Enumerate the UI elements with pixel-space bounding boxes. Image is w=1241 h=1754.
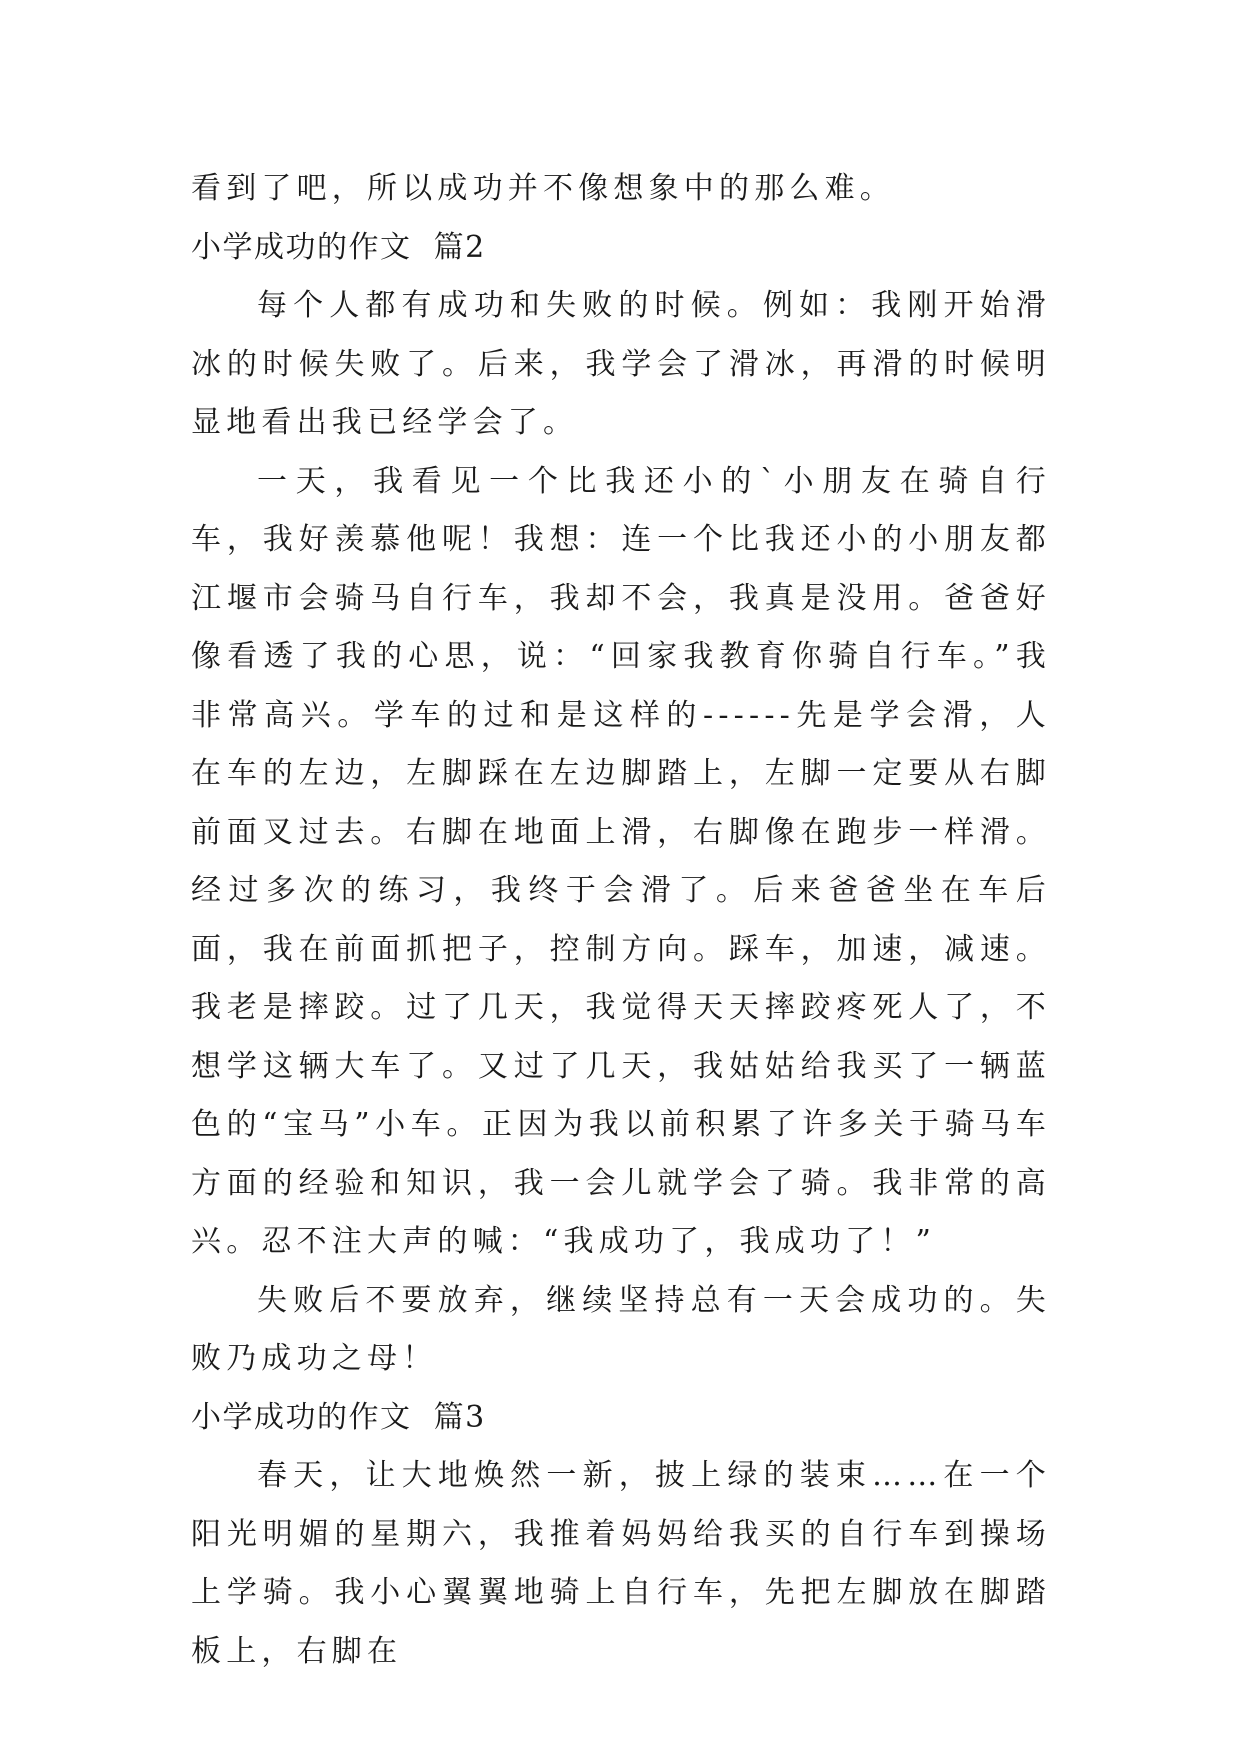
essay-3-heading: 小学成功的作文 篇3: [191, 1399, 486, 1435]
essay-2-paragraph-1: 每个人都有成功和失败的时候。例如：我刚开始滑冰的时候失败了。后来，我学会了滑冰，再滑的时候明显地看出我已经学会了。: [191, 288, 1051, 440]
document-body: [191, 160, 1051, 1681]
essay-2-heading: 小学成功的作文 篇2: [191, 229, 486, 265]
essay-3-paragraph-1: 春天，让大地焕然一新，披上绿的装束……在一个阳光明媚的星期六，我推着妈妈给我买的自行车到操场上学骑。我小心翼翼地骑上自行车，先把左脚放在脚踏板上，右脚在: [191, 1458, 1051, 1669]
essay-2-paragraph-3: 失败后不要放弃，继续坚持总有一天会成功的。失败乃成功之母！: [191, 1282, 1051, 1376]
essay-2-paragraph-2: 一天，我看见一个比我还小的`小朋友在骑自行车，我好羡慕他呢！我想：连一个比我还小的小朋友都江堰市会骑马自行车，我却不会，我真是没用。爸爸好像看透了我的心思，说：“回家我教育你骑自行车。”我非常高兴。学车的过和是这样的------先是学会滑，人在车的左边，左脚踩在左边脚踏上，左脚一定要从右脚前面叉过去。右脚在地面上滑，右脚像在跑步一样滑。经过多次的练习，我终于会滑了。后来爸爸坐在车后面，我在前面抓把子，控制方向。踩车，加速，减速。我老是摔跤。过了几天，我觉得天天摔跤疼死人了，不想学这辆大车了。又过了几天，我姑姑给我买了一辆蓝色的“宝马”小车。正因为我以前积累了许多关于骑马车方面的经验和知识，我一会儿就学会了骑。我非常的高兴。忍不注大声的喊：“我成功了，我成功了！”: [191, 463, 1051, 1259]
intro-paragraph: 看到了吧，所以成功并不像想象中的那么难。: [191, 171, 895, 206]
